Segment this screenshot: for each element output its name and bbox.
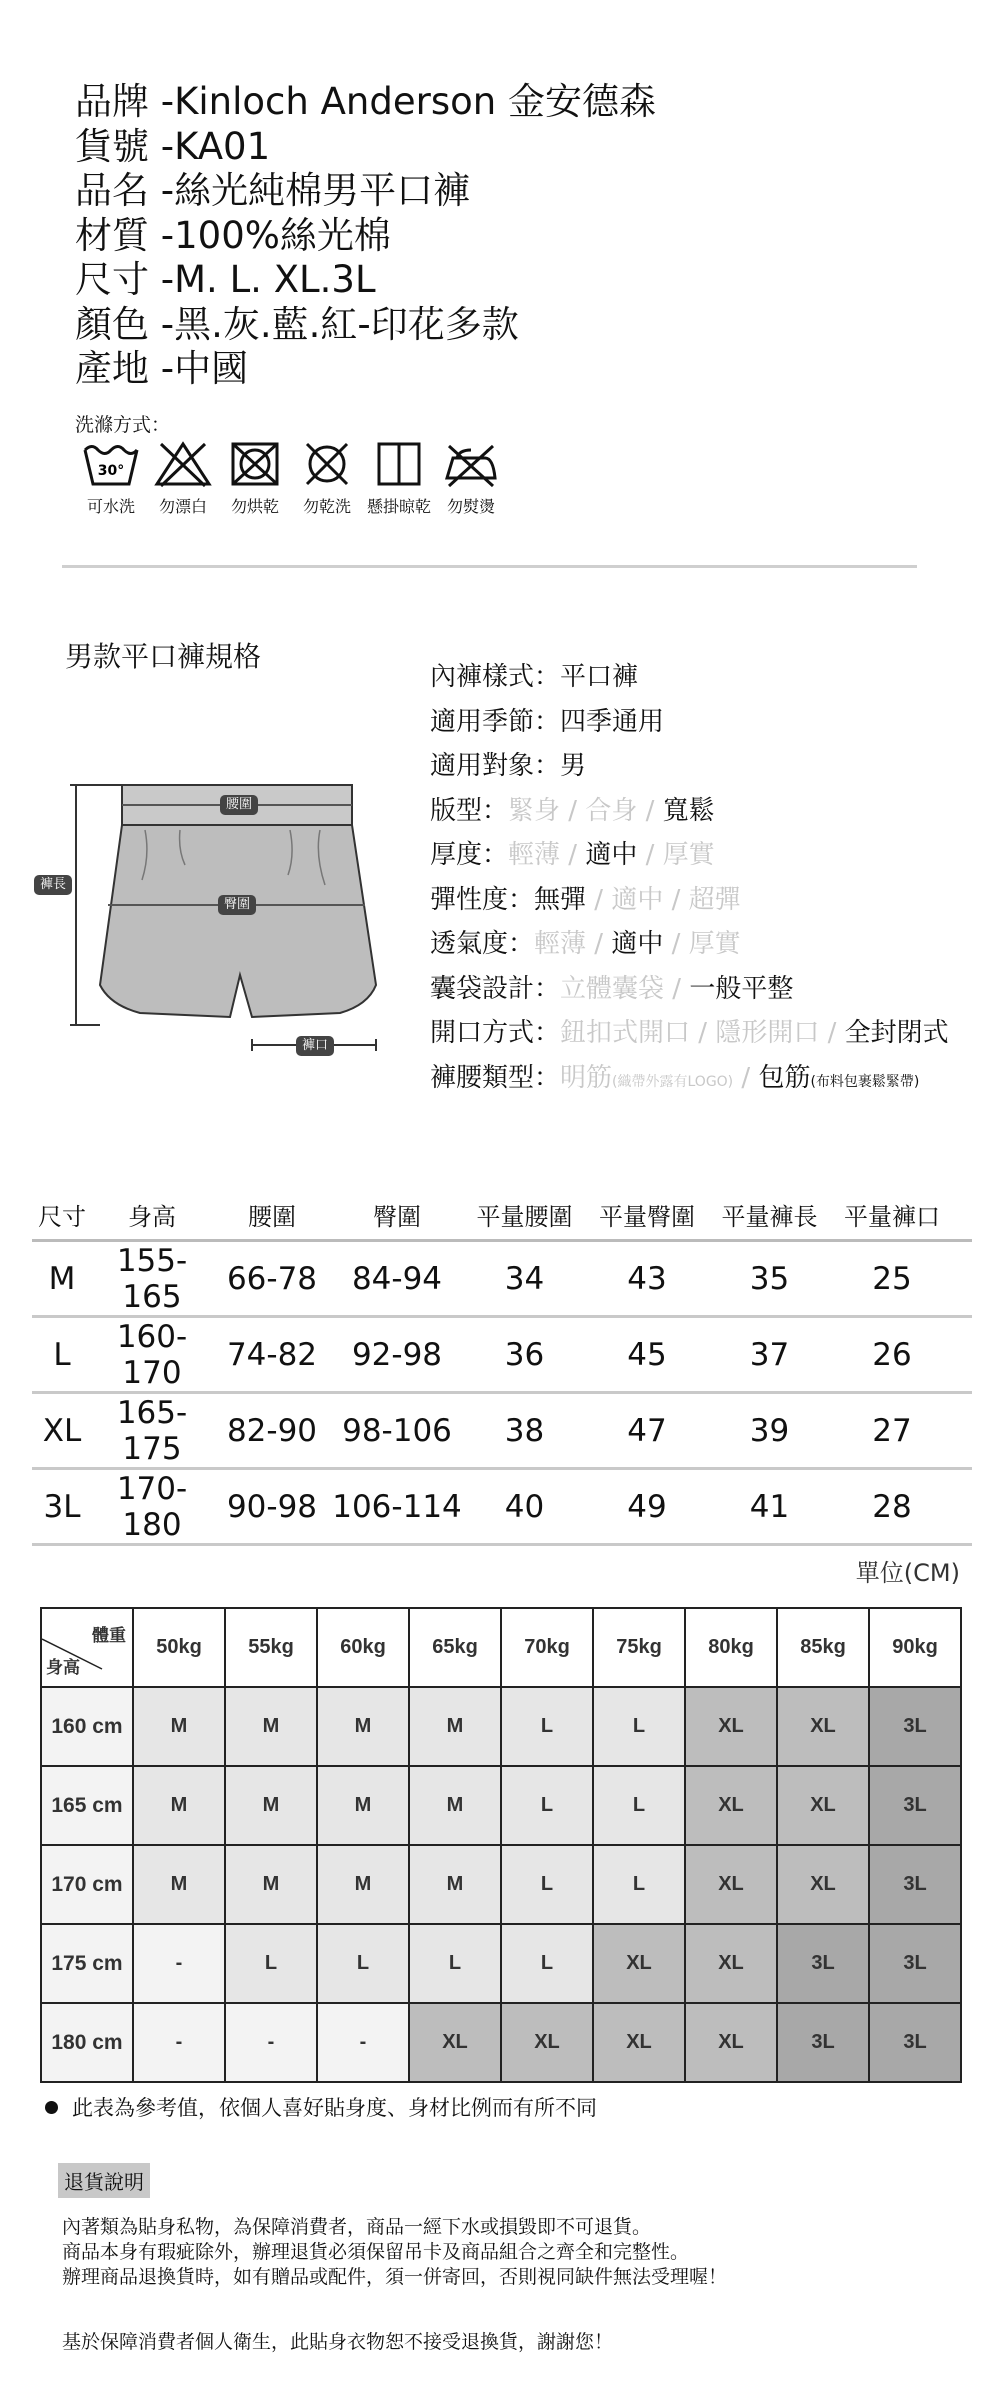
fit-cell: L [409,1924,501,2003]
table-cell: 66-78 [226,1260,318,1297]
table-cell: 3L [43,1488,81,1525]
weight-header: 80kg [685,1608,777,1687]
corner-weight: 體重 [92,1626,126,1645]
weight-header: 90kg [869,1608,961,1687]
table-row [32,1242,972,1318]
fit-row [41,1845,961,1924]
fit-cell: L [501,1766,593,1845]
info-name: 品名 -絲光純棉男平口褲 [75,169,471,212]
wash-item [75,440,147,517]
reference-note [45,2092,597,2122]
fit-cell: XL [685,2003,777,2082]
wash-icons [75,440,507,517]
fit-cell: XL [685,1845,777,1924]
table-row [32,1394,972,1470]
info-brand: 品牌 -Kinloch Anderson 金安德森 [75,80,656,123]
fit-cell: L [501,1687,593,1766]
note-text: 此表為參考值，依個人喜好貼身度、身材比例而有所不同 [72,2096,597,2120]
hang-dry-icon [369,440,429,488]
fit-cell: XL [409,2003,501,2082]
weight-header: 55kg [225,1608,317,1687]
fit-cell: M [317,1687,409,1766]
wash-label: 勿漂白 [158,497,207,516]
fit-cell: M [225,1766,317,1845]
fit-cell: L [593,1845,685,1924]
returns-policy [62,2215,727,2355]
table-cell: 25 [872,1260,912,1297]
size-table-header [32,1190,972,1242]
fit-cell: M [409,1845,501,1924]
spec-pouch: 囊袋設計：立體囊袋 / 一般平整 [430,973,794,1004]
fit-header-row [41,1608,961,1687]
table-cell: 45 [627,1336,667,1373]
fit-cell: - [317,2003,409,2082]
spec-season: 適用季節：四季通用 [430,706,665,737]
spec-title: 男款平口褲規格 [65,640,262,673]
fit-cell: 3L [777,1924,869,2003]
fit-row [41,1924,961,2003]
wash-label: 勿熨燙 [446,497,495,516]
table-cell: 84-94 [351,1260,443,1297]
fit-cell: XL [777,1845,869,1924]
fit-cell: M [317,1766,409,1845]
table-cell: 98-106 [342,1412,452,1449]
fit-cell: L [317,1924,409,2003]
info-item-no: 貨號 -KA01 [75,124,271,168]
returns-tag: 退貨說明 [58,2163,150,2198]
weight-header: 70kg [501,1608,593,1687]
table-cell: 74-82 [226,1336,318,1373]
table-cell: 43 [627,1260,667,1297]
table-cell: 34 [504,1260,545,1297]
fit-cell: 3L [869,1924,961,2003]
returns-line: 內著類為貼身私物，為保障消費者，商品一經下水或損毀即不可退貨。 [62,2216,652,2238]
fit-row [41,1766,961,1845]
fit-cell: XL [593,2003,685,2082]
fit-cell: XL [685,1924,777,2003]
wash-label: 勿乾洗 [302,497,351,516]
shorts-diagram [20,755,390,1055]
spec-list [430,655,949,1100]
fit-cell: 3L [869,1845,961,1924]
returns-line: 辦理商品退換貨時，如有贈品或配件，須一併寄回，否則視同缺件無法受理喔！ [62,2266,728,2288]
table-cell: 41 [749,1488,790,1525]
hem-label: 褲口 [296,1036,334,1056]
section-divider [62,565,917,568]
fit-cell: L [593,1766,685,1845]
fit-cell: - [225,2003,317,2082]
table-cell: L [53,1336,71,1373]
info-origin: 產地 -中國 [75,347,249,390]
fit-cell: M [317,1845,409,1924]
header-cell: 平量臀圍 [599,1203,695,1231]
height-header: 165 cm [41,1766,133,1845]
height-header: 170 cm [41,1845,133,1924]
spacer [62,2290,727,2330]
table-cell: 28 [872,1488,912,1525]
fit-cell: L [593,1687,685,1766]
fit-cell: 3L [869,2003,961,2082]
table-cell: M [48,1260,76,1297]
no-dry-clean-icon [297,440,357,488]
fit-cell: XL [685,1687,777,1766]
fit-cell: XL [777,1687,869,1766]
spec-waistband: 褲腰類型：明筋(織帶外露有LOGO) / 包筋(布料包裹鬆緊帶) [430,1062,920,1093]
info-material: 材質 -100%絲光棉 [75,213,391,257]
fit-corner [41,1608,133,1687]
table-cell: 47 [627,1412,667,1449]
fit-cell: XL [501,2003,593,2082]
returns-closing: 基於保障消費者個人衛生，此貼身衣物恕不接受退換貨，謝謝您！ [62,2331,614,2353]
spec-elasticity: 彈性度：無彈 / 適中 / 超彈 [430,884,741,915]
fit-cell: M [225,1845,317,1924]
table-cell: 26 [872,1336,912,1373]
table-cell: 36 [504,1336,545,1373]
table-cell: 170-180 [116,1470,188,1543]
header-cell: 臀圍 [373,1203,421,1231]
wash-item [219,440,291,517]
returns-line: 商品本身有瑕疵除外，辦理退貨必須保留吊卡及商品組合之齊全和完整性。 [62,2241,690,2263]
header-cell: 尺寸 [38,1203,86,1231]
no-iron-icon [441,440,501,488]
product-info [75,80,656,392]
fit-chart [40,1607,962,2083]
wash-item [291,440,363,517]
table-cell: 27 [872,1412,912,1449]
wash-item [147,440,219,517]
fit-row [41,2003,961,2082]
spec-thickness: 厚度：輕薄 / 適中 / 厚實 [430,840,715,870]
fit-cell: M [225,1687,317,1766]
hip-label: 臀圍 [218,895,256,915]
spec-breathability: 透氣度：輕薄 / 適中 / 厚實 [430,929,741,959]
wash-label: 勿烘乾 [230,497,279,516]
fit-cell: L [225,1924,317,2003]
wash-title: 洗滌方式： [75,414,171,436]
table-cell: 165-175 [116,1394,188,1467]
header-cell: 平量褲口 [844,1203,940,1231]
length-label: 褲長 [34,875,72,895]
table-row [32,1318,972,1394]
table-cell: 35 [749,1260,790,1297]
fit-cell: M [409,1687,501,1766]
table-cell: 155-165 [116,1242,188,1315]
table-cell: 82-90 [226,1412,318,1449]
table-cell: 40 [504,1488,545,1525]
no-bleach-icon [153,440,213,488]
unit-label: 單位(CM) [855,1559,960,1587]
spec-style: 內褲樣式：平口褲 [430,662,639,692]
table-cell: 90-98 [226,1488,318,1525]
wash-item [363,440,435,517]
weight-header: 60kg [317,1608,409,1687]
weight-header: 75kg [593,1608,685,1687]
table-row [32,1470,972,1546]
height-header: 180 cm [41,2003,133,2082]
fit-cell: XL [685,1766,777,1845]
fit-cell: M [133,1845,225,1924]
info-color: 顏色 -黑.灰.藍.紅-印花多款 [75,302,519,346]
wash-30-icon [81,440,141,488]
height-header: 175 cm [41,1924,133,2003]
wash-item [435,440,507,517]
table-cell: 160-170 [116,1318,188,1391]
fit-cell: M [133,1766,225,1845]
waist-label: 腰圍 [220,795,258,815]
spec-opening: 開口方式：鈕扣式開口 / 隱形開口 / 全封閉式 [430,1018,949,1048]
shorts-illustration [20,755,390,1055]
table-cell: 38 [504,1412,545,1449]
fit-cell: 3L [869,1687,961,1766]
table-cell: 92-98 [351,1336,443,1373]
wash-label: 可水洗 [86,497,135,516]
fit-cell: 3L [869,1766,961,1845]
fit-cell: L [501,1924,593,2003]
header-cell: 腰圍 [248,1203,296,1231]
size-table [32,1190,972,1546]
wash-temp: 30° [97,463,125,479]
fit-cell: - [133,2003,225,2082]
fit-cell: XL [777,1766,869,1845]
table-cell: 39 [749,1412,790,1449]
fit-cell: L [501,1845,593,1924]
table-cell: 37 [749,1336,790,1373]
fit-cell: M [409,1766,501,1845]
fit-cell: - [133,1924,225,2003]
header-cell: 身高 [128,1203,176,1231]
fit-cell: M [133,1687,225,1766]
weight-header: 65kg [409,1608,501,1687]
spec-fit: 版型：緊身 / 合身 / 寬鬆 [430,795,715,826]
header-cell: 平量腰圍 [476,1203,573,1231]
height-header: 160 cm [41,1687,133,1766]
fit-cell: 3L [777,2003,869,2082]
weight-header: 50kg [133,1608,225,1687]
info-size: 尺寸 -M. L. XL.3L [75,258,376,301]
table-cell: XL [42,1412,82,1449]
fit-cell: XL [593,1924,685,2003]
corner-height: 身高 [46,1658,80,1677]
wash-label: 懸掛晾乾 [366,497,431,516]
table-cell: 106-114 [332,1488,462,1525]
table-cell: 49 [627,1488,667,1525]
spec-target: 適用對象：男 [430,751,587,781]
fit-row [41,1687,961,1766]
bullet-icon [45,2101,58,2114]
no-tumble-dry-icon [225,440,285,488]
weight-header: 85kg [777,1608,869,1687]
header-cell: 平量褲長 [721,1203,818,1231]
